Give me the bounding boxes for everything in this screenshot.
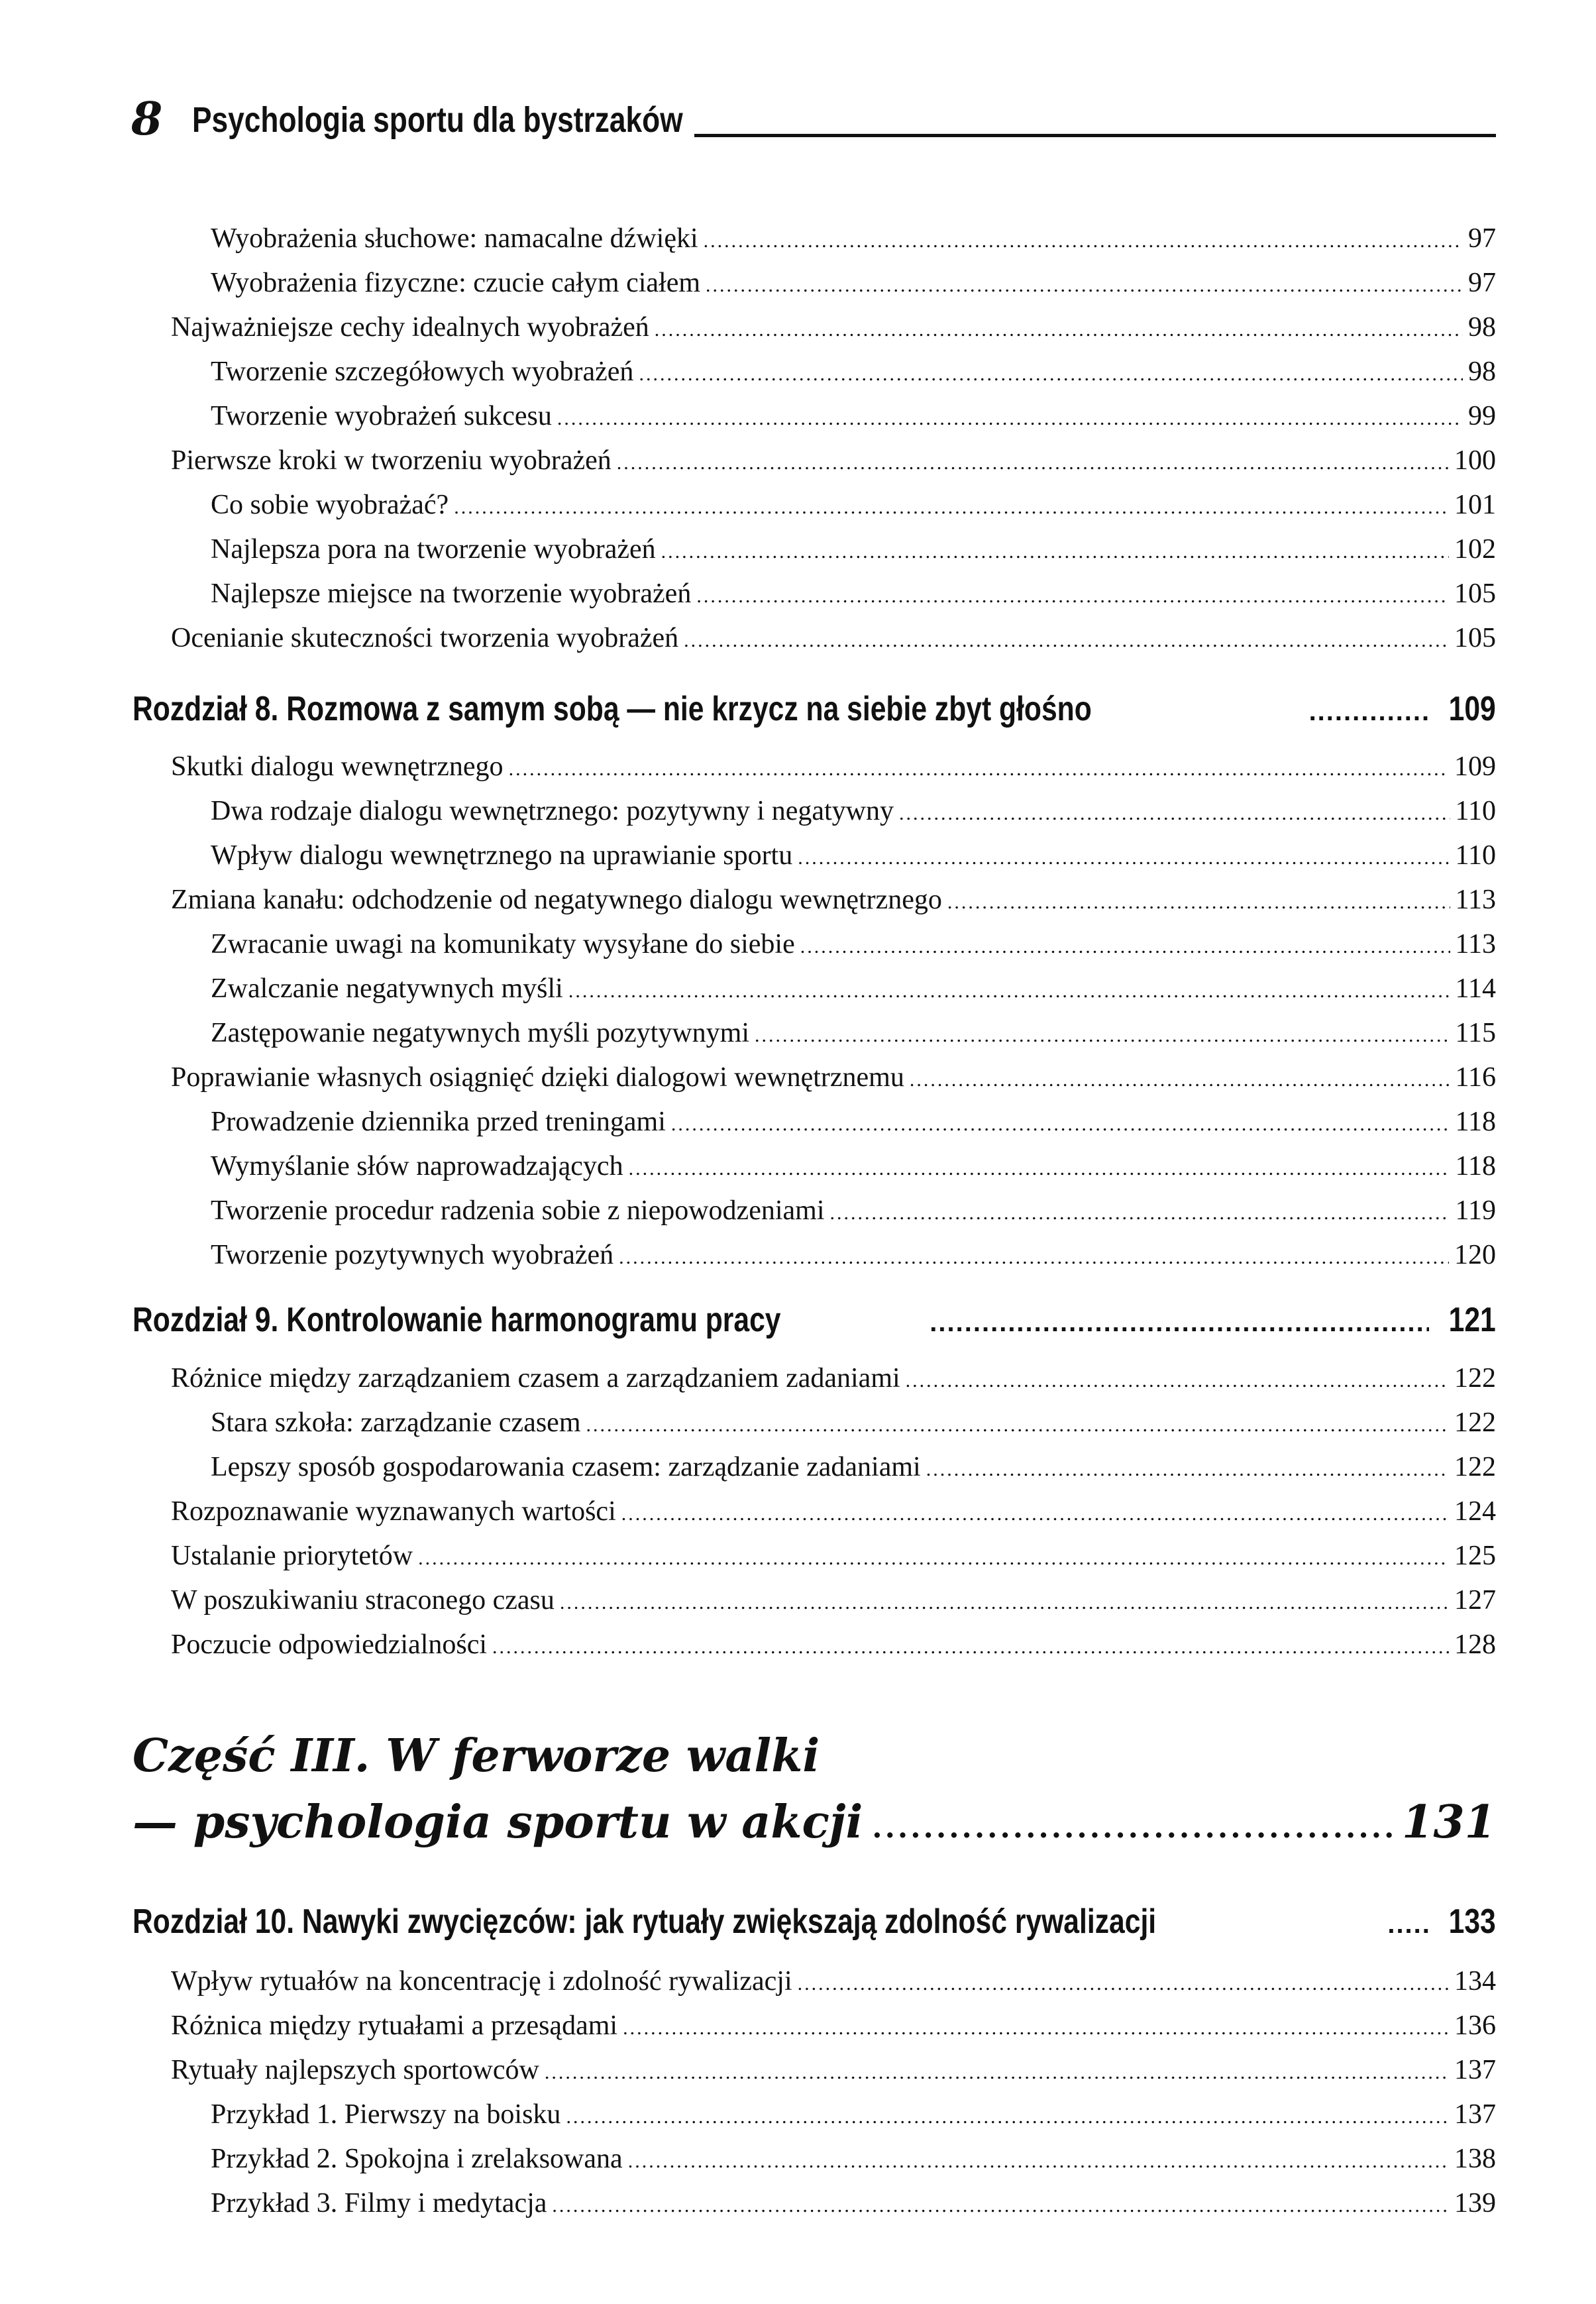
toc-entry-title: W poszukiwaniu straconego czasu <box>171 1585 555 1616</box>
toc-entry-page: 134 <box>1454 1966 1496 1997</box>
toc-entry <box>211 529 1496 569</box>
toc-entry-page: 105 <box>1454 623 1496 653</box>
toc-entry-page: 98 <box>1468 357 1496 387</box>
toc-entry-title: Wymyślanie słów naprowadzających <box>211 1151 623 1181</box>
toc-entry <box>211 2183 1496 2223</box>
toc-entry-page: 119 <box>1455 1195 1496 1226</box>
toc-entry <box>171 1580 1496 1620</box>
toc-entry <box>211 969 1496 1009</box>
toc-entry <box>211 485 1496 525</box>
toc-entry-title: Pierwsze kroki w tworzeniu wyobrażeń <box>171 445 612 476</box>
toc-entry-title: Najlepsze miejsce na tworzenie wyobrażeń <box>211 578 692 609</box>
toc-entry-page: 124 <box>1454 1496 1496 1527</box>
chapter-heading <box>133 683 1496 736</box>
toc-entry <box>211 1191 1496 1231</box>
toc-entry-page: 139 <box>1454 2188 1496 2219</box>
toc-entry <box>211 836 1496 875</box>
toc-entry-page: 97 <box>1468 268 1496 298</box>
chapter-title: Rozdział 9. Kontrolowanie harmonogramu pracy <box>133 1301 781 1339</box>
toc-entry-page: 138 <box>1454 2144 1496 2174</box>
toc-entry <box>211 1102 1496 1142</box>
toc-entry-title: Najlepsza pora na tworzenie wyobrażeń <box>211 534 656 565</box>
toc-entry-page: 105 <box>1454 578 1496 609</box>
toc-entry <box>211 352 1496 392</box>
book-title: Psychologia sportu dla bystrzaków <box>192 100 683 140</box>
toc-entry <box>171 2006 1496 2046</box>
toc-entry <box>171 1536 1496 1576</box>
toc-entry-page: 101 <box>1454 490 1496 520</box>
toc-entry-title: Poczucie odpowiedzialności <box>171 1629 488 1660</box>
toc-entry <box>171 1492 1496 1531</box>
toc-entry-title: Ustalanie priorytetów <box>171 1541 413 1571</box>
toc-entry-page: 110 <box>1455 840 1496 871</box>
toc-entry-page: 122 <box>1454 1363 1496 1394</box>
toc-entry-page: 99 <box>1468 401 1496 431</box>
toc-entry <box>171 2050 1496 2090</box>
toc-entry-title: Różnica między rytuałami a przesądami <box>171 2010 618 2041</box>
toc-entry <box>171 618 1496 658</box>
toc-entry <box>171 1058 1496 1097</box>
toc-entry-title: Wpływ rytuałów na koncentrację i zdolność rywalizacji <box>171 1966 792 1997</box>
toc-entry <box>211 1235 1496 1275</box>
chapter-title: Rozdział 8. Rozmowa z samym sobą — nie krzycz na siebie zbyt głośno <box>133 690 1092 728</box>
toc-entry-page: 137 <box>1454 2099 1496 2130</box>
toc-entry <box>171 1961 1496 2001</box>
chapter-title: Rozdział 10. Nawyki zwycięzców: jak rytuały zwiększają zdolność rywalizacji <box>133 1902 1157 1941</box>
toc-entry-page: 100 <box>1454 445 1496 476</box>
chapter-page: 109 <box>1448 690 1496 728</box>
toc-entry-page: 115 <box>1455 1018 1496 1048</box>
header-rule <box>694 134 1496 137</box>
toc-entry-title: Zmiana kanału: odchodzenie od negatywnego dialogu wewnętrznego <box>171 885 942 915</box>
toc-entry-title: Tworzenie procedur radzenia sobie z niepowodzeniami <box>211 1195 825 1226</box>
toc-entry <box>211 791 1496 831</box>
toc-entry-page: 136 <box>1454 2010 1496 2041</box>
toc-entry-title: Zastępowanie negatywnych myśli pozytywnymi <box>211 1018 749 1048</box>
chapter-heading <box>133 1293 1496 1346</box>
toc-entry <box>171 880 1496 920</box>
toc-entry-title: Tworzenie pozytywnych wyobrażeń <box>211 1240 614 1270</box>
toc-entry-page: 113 <box>1455 929 1496 960</box>
toc-entry-page: 97 <box>1468 223 1496 254</box>
toc-entry-page: 127 <box>1454 1585 1496 1616</box>
toc-entry-page: 114 <box>1455 973 1496 1004</box>
toc-entry-title: Wyobrażenia słuchowe: namacalne dźwięki <box>211 223 698 254</box>
toc-entry <box>211 924 1496 964</box>
toc-entry-title: Najważniejsze cechy idealnych wyobrażeń <box>171 312 649 343</box>
toc-entry-page: 120 <box>1454 1240 1496 1270</box>
toc-entry <box>211 263 1496 303</box>
toc-entry-page: 110 <box>1455 796 1496 826</box>
toc-entry <box>211 396 1496 436</box>
toc-entry-title: Różnice między zarządzaniem czasem a zarządzaniem zadaniami <box>171 1363 900 1394</box>
part-heading-line1: Część III. W ferworze walki <box>133 1729 820 1783</box>
toc-entry-title: Wyobrażenia fizyczne: czucie całym ciałem <box>211 268 701 298</box>
chapter-page: 133 <box>1448 1902 1496 1941</box>
toc-entry-page: 116 <box>1455 1062 1496 1093</box>
toc-entry-page: 113 <box>1455 885 1496 915</box>
toc-entry-title: Dwa rodzaje dialogu wewnętrznego: pozytywny i negatywny <box>211 796 894 826</box>
page-header <box>131 93 1496 146</box>
part-page: 131 <box>1402 1796 1496 1849</box>
toc-entry-page: 128 <box>1454 1629 1496 1660</box>
toc-entry <box>211 219 1496 258</box>
toc-entry-page: 125 <box>1454 1541 1496 1571</box>
toc-entry-page: 98 <box>1468 312 1496 343</box>
toc-entry-title: Zwalczanie negatywnych myśli <box>211 973 563 1004</box>
toc-entry-title: Ocenianie skuteczności tworzenia wyobrażeń <box>171 623 679 653</box>
page-number: 8 <box>131 93 163 146</box>
toc-entry-title: Lepszy sposób gospodarowania czasem: zarządzanie zadaniami <box>211 1452 921 1482</box>
toc-entry-page: 102 <box>1454 534 1496 565</box>
toc-entry-title: Stara szkoła: zarządzanie czasem <box>211 1407 581 1438</box>
toc-entry-title: Rozpoznawanie wyznawanych wartości <box>171 1496 616 1527</box>
part-heading-line2 <box>133 1789 1496 1861</box>
toc-entry-title: Tworzenie szczegółowych wyobrażeń <box>211 357 634 387</box>
toc-entry-title: Prowadzenie dziennika przed treningami <box>211 1107 666 1137</box>
chapter-page: 121 <box>1448 1301 1496 1339</box>
toc-entry <box>211 1447 1496 1487</box>
toc-entry-page: 122 <box>1454 1407 1496 1438</box>
toc-entry-page: 118 <box>1455 1107 1496 1137</box>
toc-entry <box>171 747 1496 787</box>
toc-entry <box>211 1146 1496 1186</box>
part-subtitle: — psychologia sportu w akcji <box>133 1796 863 1849</box>
toc-entry-title: Tworzenie wyobrażeń sukcesu <box>211 401 552 431</box>
toc-entry <box>211 2095 1496 2134</box>
toc-entry-title: Co sobie wyobrażać? <box>211 490 449 520</box>
toc-entry <box>171 307 1496 347</box>
toc-entry-title: Rytuały najlepszych sportowców <box>171 2055 539 2085</box>
toc-entry-title: Wpływ dialogu wewnętrznego na uprawianie sportu <box>211 840 793 871</box>
toc-entry-title: Zwracanie uwagi na komunikaty wysyłane do siebie <box>211 929 795 960</box>
toc-entry <box>211 1403 1496 1443</box>
toc-entry <box>211 574 1496 614</box>
toc-entry <box>171 1358 1496 1398</box>
toc-entry-title: Skutki dialogu wewnętrznego <box>171 751 504 782</box>
toc-entry <box>211 2139 1496 2179</box>
toc-entry-title: Poprawianie własnych osiągnięć dzięki dialogowi wewnętrznemu <box>171 1062 904 1093</box>
toc-entry-title: Przykład 3. Filmy i medytacja <box>211 2188 547 2219</box>
toc-entry-page: 109 <box>1454 751 1496 782</box>
toc-entry-title: Przykład 1. Pierwszy na boisku <box>211 2099 561 2130</box>
toc-entry-page: 122 <box>1454 1452 1496 1482</box>
toc-entry <box>171 441 1496 480</box>
toc-entry-title: Przykład 2. Spokojna i zrelaksowana <box>211 2144 623 2174</box>
toc-entry-page: 118 <box>1455 1151 1496 1181</box>
toc-entry <box>211 1013 1496 1053</box>
toc-entry <box>171 1625 1496 1665</box>
toc-entry-page: 137 <box>1454 2055 1496 2085</box>
chapter-heading <box>133 1895 1496 1948</box>
